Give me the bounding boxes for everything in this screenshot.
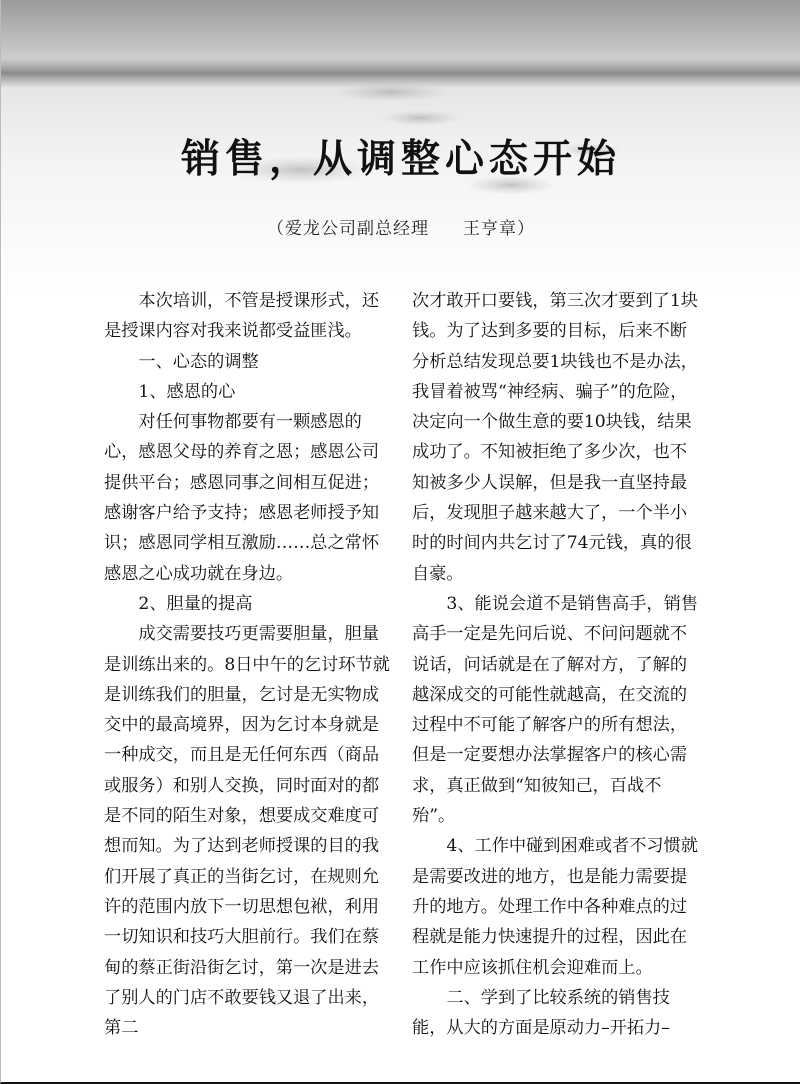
paragraph: 对任何事物都要有一颗感恩的心，感恩父母的养育之恩；感恩公司提供平台；感恩同事之间相互促进；感谢客户给予支持；感恩老师授予知识；感恩同学相互激励……总之常怀感恩之心成功就在身边。 (104, 412, 380, 584)
paragraph: 二、学到了比较系统的销售技能，从大的方面是原动力–开拓力– (412, 987, 670, 1039)
subsection-heading: 1、感恩的心 (138, 381, 236, 402)
paragraph: 3、能说会道不是销售高手，销售高手一定是先问后说、不问问题就不说话，问话就是在了解对方，了解的越深成交的可能性就越高，在交流的过程中不可能了解客户的所有想法，但是一定要想办法掌握客户的核心需求，真正做到“知彼知己，百战不殆”。 (412, 593, 698, 827)
paragraph: 本次培训，不管是授课形式，还是授课内容对我来说都受益匪浅。 (104, 291, 380, 342)
byline-role: （爱龙公司副总经理 (267, 219, 429, 239)
paragraph: 成交需要技巧更需要胆量，胆量是训练出来的。8日中午的乞讨环节就是训练我们的胆量，乞讨是无实物成交中的最高境界，因为乞讨本身就是一种成交，而且是无任何东西（商品或服务）和别人交换，同时面对的都是不同的陌生对象，想要成交难度可想而知。为了达到老师授课的目的我们开展了真正的当街乞讨，在规则允许的范围内放下一切思想包袱，利用一切知识和技巧大胆前行。我们在蔡甸的蔡正街沿街乞讨，第一次是进去了别人的门店不敢要钱又退了出来，第二 (104, 624, 390, 1039)
subsection-heading: 2、胆量的提高 (138, 593, 253, 614)
section-heading: 一、心态的调整 (138, 351, 259, 372)
byline-name: 王亨章） (463, 219, 535, 239)
article-byline (1, 214, 800, 239)
article-title: 销售，从调整心态开始 (180, 137, 621, 182)
paragraph: 4、工作中碰到困难或者不习惯就是需要改进的地方，也是能力需要提升的地方。处理工作中各种难点的过程就是能力快速提升的过程，因此在工作中应该抓住机会迎难而上。 (412, 836, 698, 978)
right-text-column (412, 286, 702, 1043)
left-text-column (104, 286, 394, 1043)
paragraph-continued: 次才敢开口要钱，第三次才要到了1块钱。为了达到多要的目标，后来不断分析总结发现总要1块钱也不是办法，我冒着被骂“神经病、骗子”的危险，决定向一个做生意的要10块钱，结果成功了。不知被拒绝了多少次，也不知被多少人误解，但是我一直坚持最后，发现胆子越来越大了，一个半小时的时间内共乞讨了74元钱，真的很自豪。 (412, 291, 698, 584)
